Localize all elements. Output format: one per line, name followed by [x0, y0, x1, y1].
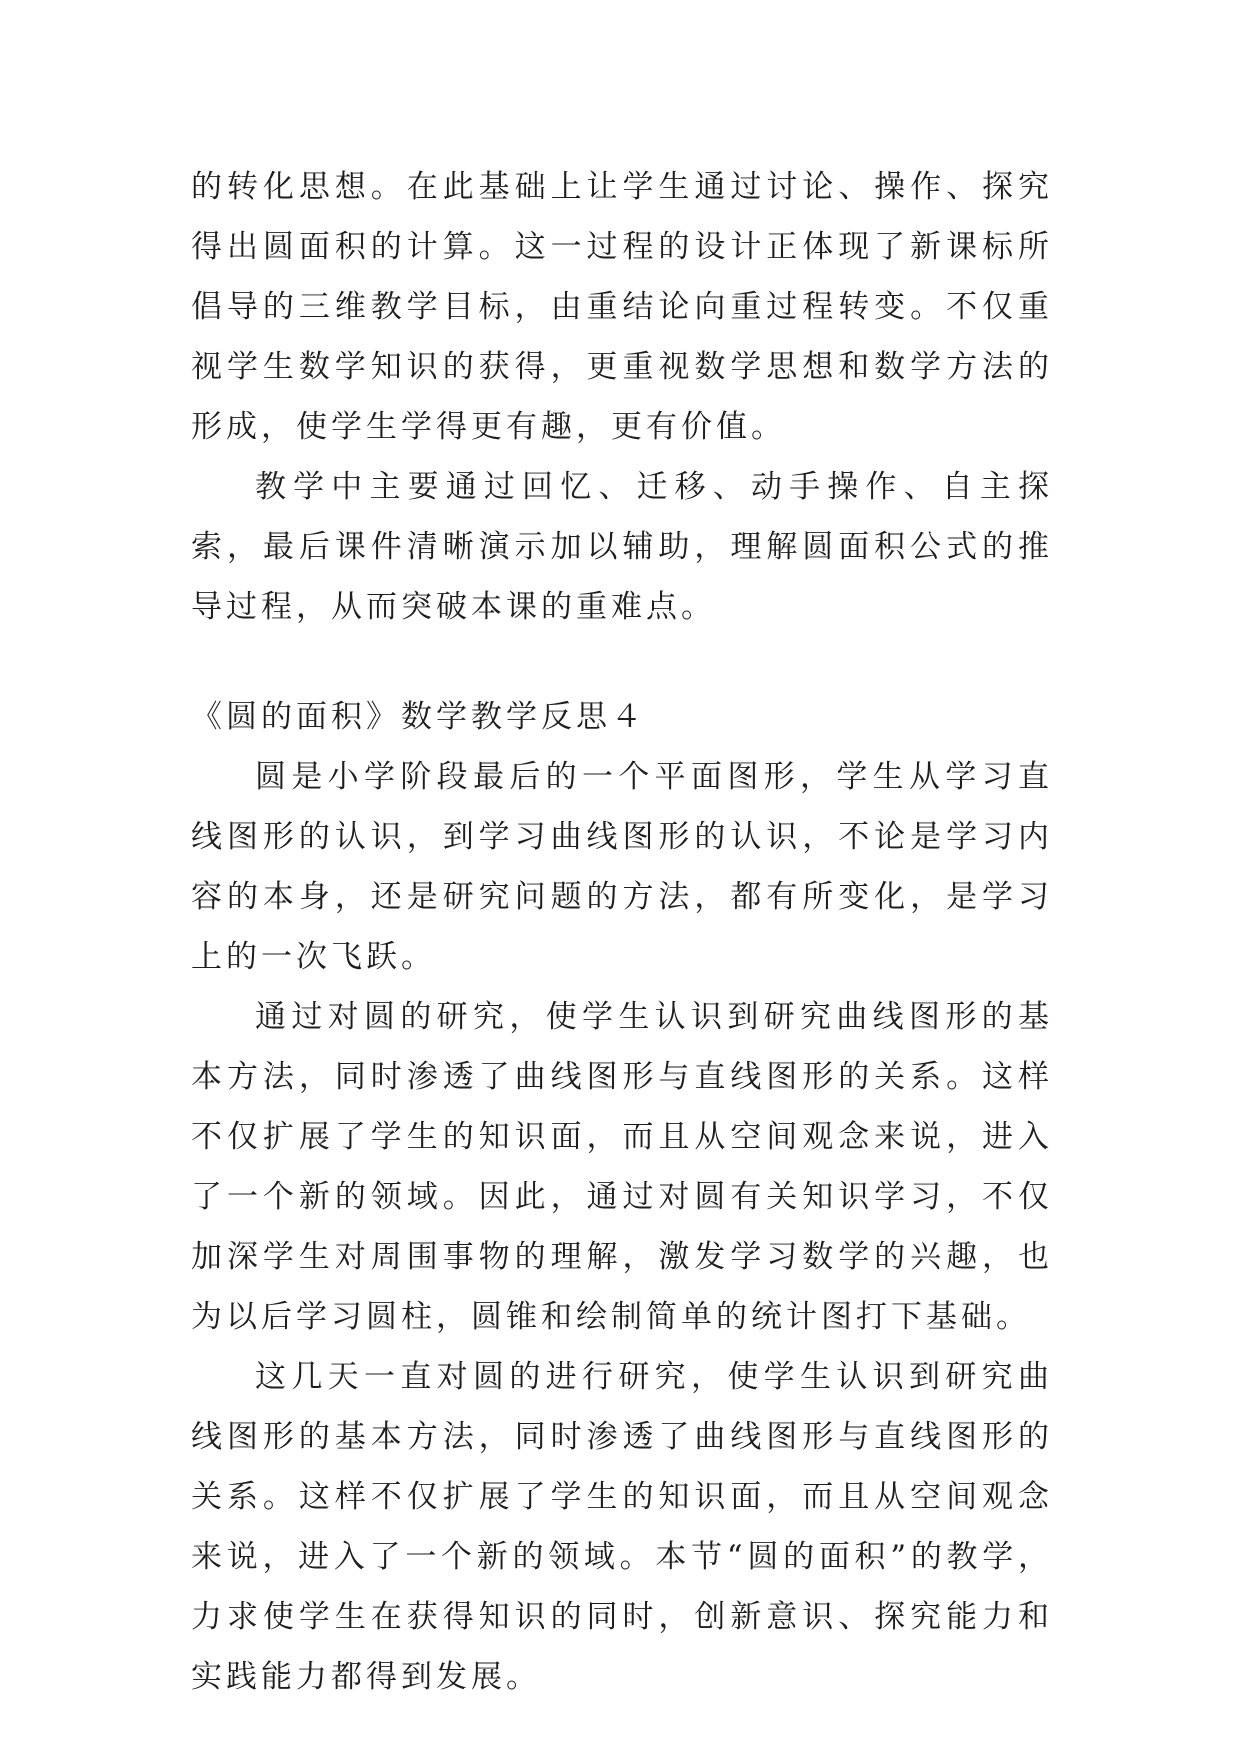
continued-paragraph: 的转化思想。在此基础上让学生通过讨论、操作、探究得出圆面积的计算。这一过程的设计正体现了新课标所倡导的三维教学目标，由重结论向重过程转变。不仅重视学生数学知识的获得，更重视数学思想和数学方法的形成，使学生学得更有趣，更有价值。: [191, 169, 1053, 445]
section-4: [191, 687, 1053, 1707]
body-paragraph: 通过对圆的研究，使学生认识到研究曲线图形的基本方法，同时渗透了曲线图形与直线图形的关系。这样不仅扩展了学生的知识面，而且从空间观念来说，进入了一个新的领域。因此，通过对圆有关知识学习，不仅加深学生对周围事物的理解，激发学习数学的兴趣，也为以后学习圆柱，圆锥和绘制简单的统计图打下基础。: [191, 999, 1053, 1335]
continued-section: [191, 157, 1053, 637]
body-paragraph: 圆是小学阶段最后的一个平面图形，学生从学习直线图形的认识，到学习曲线图形的认识，不论是学习内容的本身，还是研究问题的方法，都有所变化，是学习上的一次飞跃。: [191, 759, 1053, 975]
body-paragraph: 教学中主要通过回忆、迁移、动手操作、自主探索，最后课件清晰演示加以辅助，理解圆面积公式的推导过程，从而突破本课的重难点。: [191, 469, 1053, 625]
body-paragraph: 这几天一直对圆的进行研究，使学生认识到研究曲线图形的基本方法，同时渗透了曲线图形与直线图形的关系。这样不仅扩展了学生的知识面，而且从空间观念来说，进入了一个新的领域。本节“圆的面积”的教学，力求使学生在获得知识的同时，创新意识、探究能力和实践能力都得到发展。: [191, 1359, 1053, 1695]
section-title: 《圆的面积》数学教学反思４: [191, 699, 646, 735]
